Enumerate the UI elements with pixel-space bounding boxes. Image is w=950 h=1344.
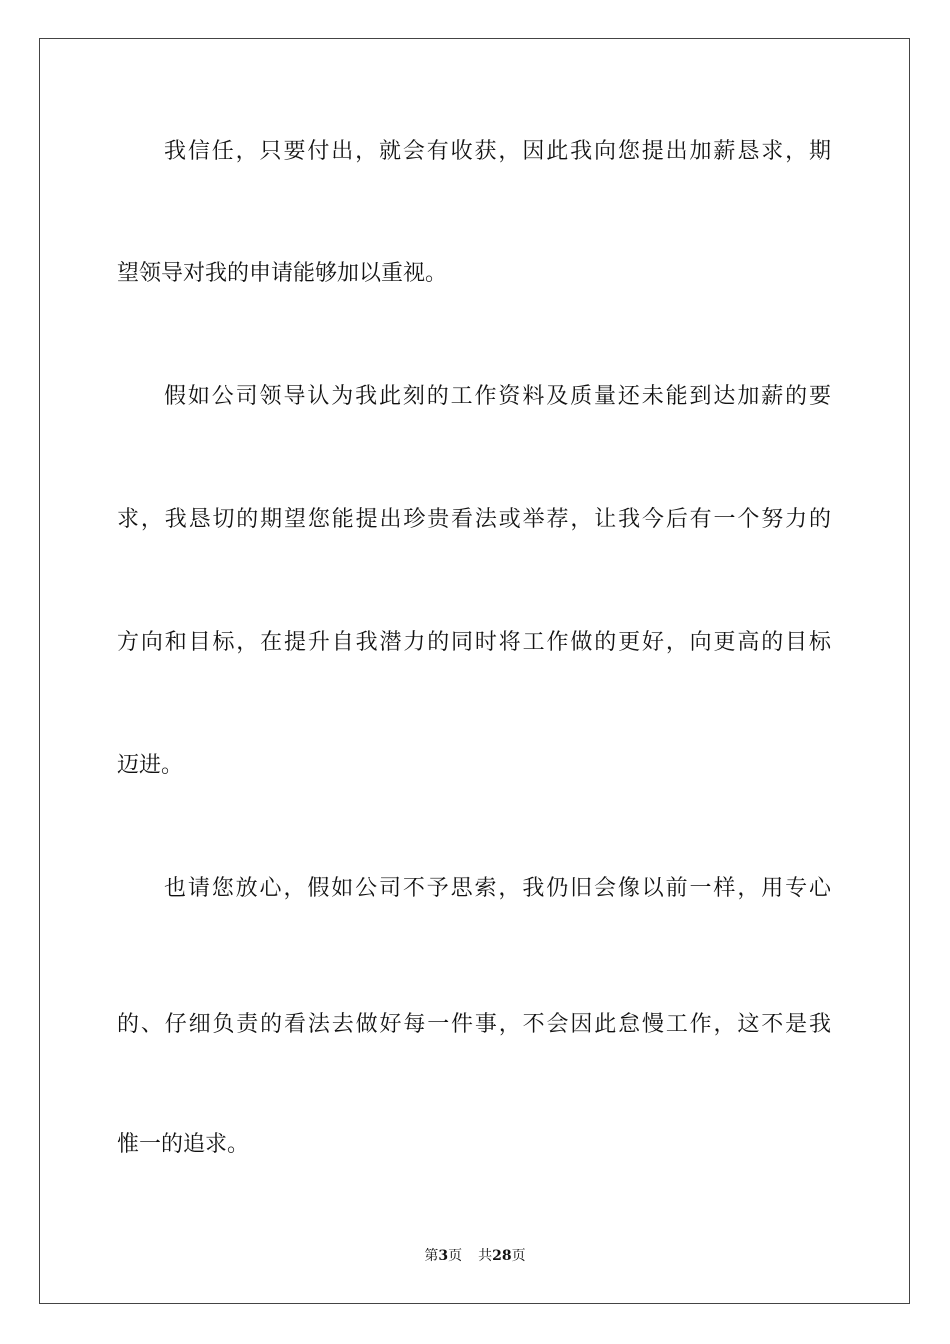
footer-page-prefix: 第 (424, 1248, 439, 1264)
footer-total-suffix: 页 (511, 1248, 526, 1264)
paragraph-line: 我信任，只要付出，就会有收获，因此我向您提出加薪恳求，期 (164, 139, 831, 164)
paragraph-line: 假如公司领导认为我此刻的工作资料及质量还未能到达加薪的要 (164, 384, 831, 409)
footer-total-pages: 28 (492, 1248, 512, 1264)
paragraph-line: 方向和目标，在提升自我潜力的同时将工作做的更好，向更高的目标 (117, 630, 831, 655)
paragraph-line: 也请您放心，假如公司不予思索，我仍旧会像以前一样，用专心 (164, 876, 831, 901)
paragraph-line: 惟一的追求。 (117, 1132, 250, 1157)
paragraph-line: 望领导对我的申请能够加以重视。 (117, 261, 448, 286)
paragraph-line: 的、仔细负责的看法去做好每一件事，不会因此怠慢工作，这不是我 (117, 1012, 831, 1037)
paragraph-line: 迈进。 (117, 753, 184, 778)
paragraph-line: 求，我恳切的期望您能提出珍贵看法或举荐，让我今后有一个努力的 (117, 507, 831, 532)
footer-page-number: 3 (438, 1248, 449, 1264)
footer-page-suffix: 页 (448, 1248, 463, 1264)
footer-total-prefix: 共 (478, 1248, 493, 1264)
page-footer (0, 1247, 950, 1265)
page-frame (39, 38, 910, 1304)
